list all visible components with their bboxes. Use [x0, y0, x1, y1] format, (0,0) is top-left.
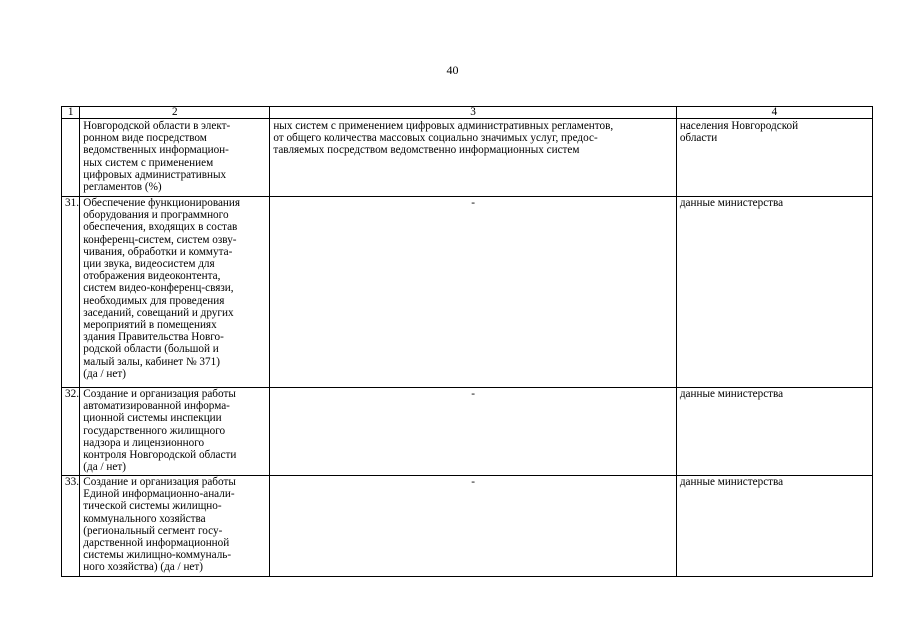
indicator-name: Обеспечение функционирования оборудования и программного обеспечения, входящих в состав конференц-систем, систем озву- чивания, обработки и коммута- ции звука, видеосистем для отображения видеоконтента, систем видео-конференц-связи, необходимых для проведения заседаний, совещаний и других мероприятий в помещениях здания Правительства Новго- родской области (большой и малый залы, кабинет № 371) (да / нет): [80, 197, 270, 388]
indicator-name: Новгородской области в элект- ронном виде посредством ведомственных информацион- ных систем с применением цифровых административных регламентов (%): [80, 119, 270, 197]
header-col-1: 1: [62, 107, 80, 119]
indicator-formula: ных систем с применением цифровых административных регламентов, от общего количества массовых социально значимых услуг, предос- тавляемых посредством ведомственно информационных систем: [270, 119, 677, 197]
data-source: данные министерства: [676, 476, 872, 577]
indicator-formula: -: [270, 476, 677, 577]
table-row: [62, 197, 873, 388]
indicator-name: Создание и организация работы автоматизированной информа- ционной системы инспекции государственного жилищного надзора и лицензионного контроля Новгородской области (да / нет): [80, 388, 270, 476]
row-number: 31.: [62, 197, 80, 388]
header-col-4: 4: [676, 107, 872, 119]
table-row: [62, 119, 873, 197]
data-source: населения Новгородской области: [676, 119, 872, 197]
page-number: 40: [446, 63, 459, 77]
data-source: данные министерства: [676, 197, 872, 388]
table-header-row: [62, 107, 873, 119]
header-col-2: 2: [80, 107, 270, 119]
table-row: [62, 476, 873, 577]
row-number: 32.: [62, 388, 80, 476]
indicator-name: Создание и организация работы Единой информационно-анали- тической системы жилищно- коммунального хозяйства (региональный сегмент госу- дарственной информационной системы жилищно-коммуналь- ного хозяйства) (да / нет): [80, 476, 270, 577]
header-col-3: 3: [270, 107, 677, 119]
indicator-formula: -: [270, 197, 677, 388]
table-row: [62, 388, 873, 476]
row-number: 33.: [62, 476, 80, 577]
indicator-formula: -: [270, 388, 677, 476]
indicator-table: [61, 106, 873, 577]
row-number: [62, 119, 80, 197]
data-source: данные министерства: [676, 388, 872, 476]
